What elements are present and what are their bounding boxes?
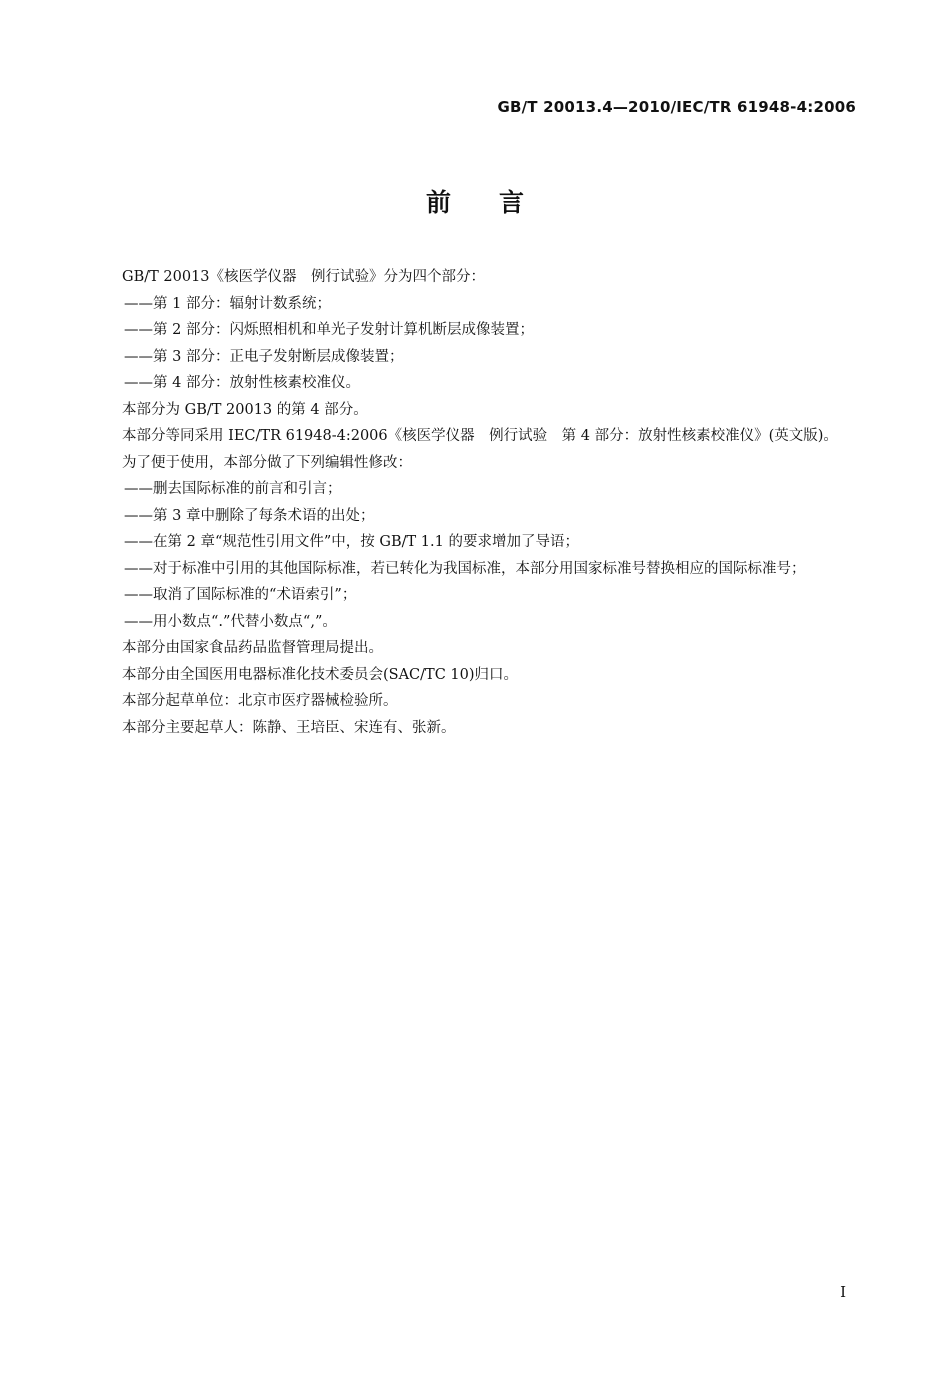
list-item: ——第 1 部分：辐射计数系统； <box>124 295 331 312</box>
list-item: ——第 4 部分：放射性核素校准仪。 <box>124 375 360 391</box>
standard-number-header: GB/T 20013.4—2010/IEC/TR 61948-4:2006 <box>497 98 856 116</box>
foreword-paragraph: 本部分主要起草人：陈静、王培臣、宋连有、张新。 <box>122 719 456 736</box>
list-item: ——在第 2 章“规范性引用文件”中，按 GB/T 1.1 的要求增加了导语； <box>124 534 579 550</box>
foreword-paragraph: 本部分由国家食品药品监督管理局提出。 <box>122 640 383 656</box>
foreword-paragraph: 为了便于使用，本部分做了下列编辑性修改： <box>122 454 412 471</box>
list-item: ——第 2 部分：闪烁照相机和单光子发射计算机断层成像装置； <box>124 322 534 338</box>
list-item: ——取消了国际标准的“术语索引”； <box>124 587 357 603</box>
foreword-paragraph: 本部分起草单位：北京市医疗器械检验所。 <box>122 693 398 709</box>
list-item: ——第 3 章中删除了每条术语的出处； <box>124 507 375 524</box>
list-item: ——删去国际标准的前言和引言； <box>124 481 342 497</box>
foreword-paragraph: 本部分等同采用 IEC/TR 61948-4:2006《核医学仪器 例行试验 第 4 部分：放射性核素校准仪》(英文版)。 <box>122 428 838 444</box>
foreword-paragraph: 本部分为 GB/T 20013 的第 4 部分。 <box>122 401 368 418</box>
list-item: ——第 3 部分：正电子发射断层成像装置； <box>124 348 404 365</box>
foreword-paragraph: GB/T 20013《核医学仪器 例行试验》分为四个部分： <box>122 269 486 285</box>
list-item: ——对于标准中引用的其他国际标准，若已转化为我国标准，本部分用国家标准号替换相应的国际标准号； <box>124 560 806 577</box>
page-title: 前言 <box>425 188 572 217</box>
foreword-paragraph: 本部分由全国医用电器标准化技术委员会(SAC/TC 10)归口。 <box>122 666 519 683</box>
page-number: I <box>840 1283 846 1301</box>
foreword-body <box>92 264 862 741</box>
list-item: ——用小数点“.”代替小数点“,”。 <box>124 613 337 630</box>
